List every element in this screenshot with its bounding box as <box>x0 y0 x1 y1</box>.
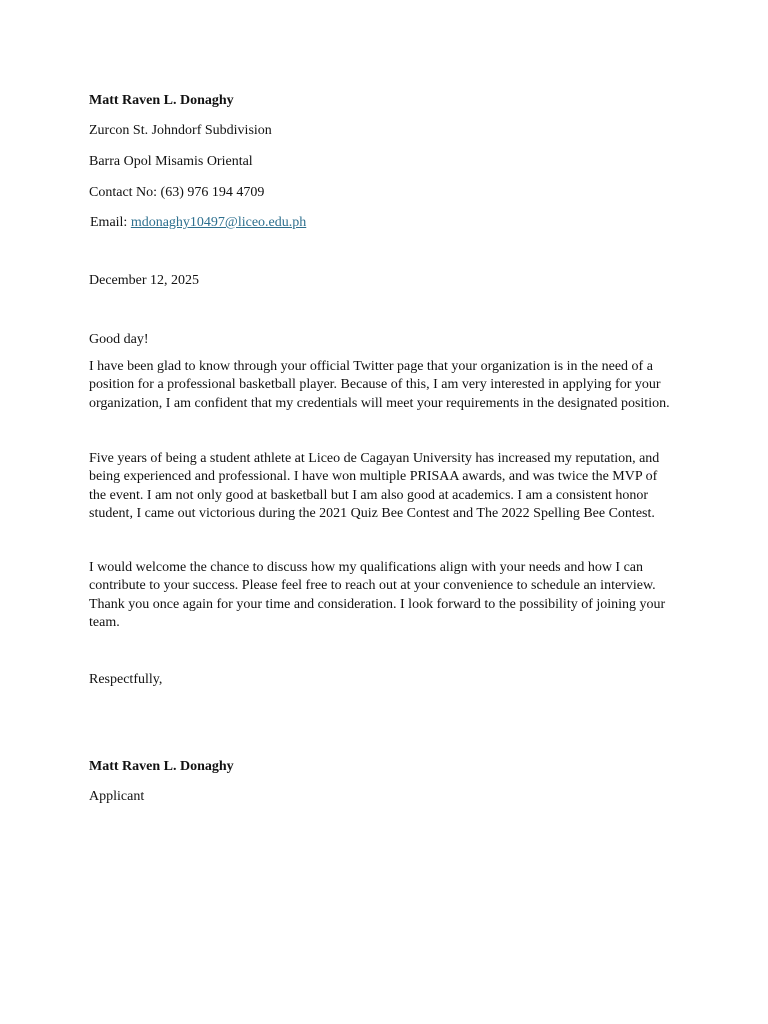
closing: Respectfully, <box>89 672 163 687</box>
sender-contact: Contact No: (63) 976 194 4709 <box>89 185 265 200</box>
sender-name: Matt Raven L. Donaghy <box>89 93 234 108</box>
body-paragraph-1: I have been glad to know through your official Twitter page that your organization is in the need of a position for a professional basketball player. Because of this, I am very interested in applying for your organization, I am confident that my credentials will meet your requirements in the designated position. <box>89 359 670 411</box>
sender-email-line <box>90 214 306 232</box>
sender-address-line2: Barra Opol Misamis Oriental <box>89 154 253 169</box>
letter-date: December 12, 2025 <box>89 273 200 288</box>
email-link[interactable]: mdonaghy10497@liceo.edu.ph <box>130 215 307 230</box>
signature-title: Applicant <box>89 789 145 804</box>
greeting: Good day! <box>89 332 149 347</box>
signature-name: Matt Raven L. Donaghy <box>89 759 234 774</box>
email-label: Email: <box>90 215 131 230</box>
sender-address-line1: Zurcon St. Johndorf Subdivision <box>89 123 272 138</box>
body-paragraph-3: I would welcome the chance to discuss how my qualifications align with your needs and how I can contribute to your success. Please feel free to reach out at your convenience to schedule an interview. Thank you once again for your time and consideration. I look forward to the possibility of joining your team. <box>89 560 666 630</box>
body-paragraph-2: Five years of being a student athlete at Liceo de Cagayan University has increased my reputation, and being experienced and professional. I have won multiple PRISAA awards, and was twice the MVP of the event. I am not only good at basketball but I am also good at academics. I am a consistent honor student, I came out victorious during the 2021 Quiz Bee Contest and The 2022 Spelling Bee Contest. <box>89 451 660 521</box>
